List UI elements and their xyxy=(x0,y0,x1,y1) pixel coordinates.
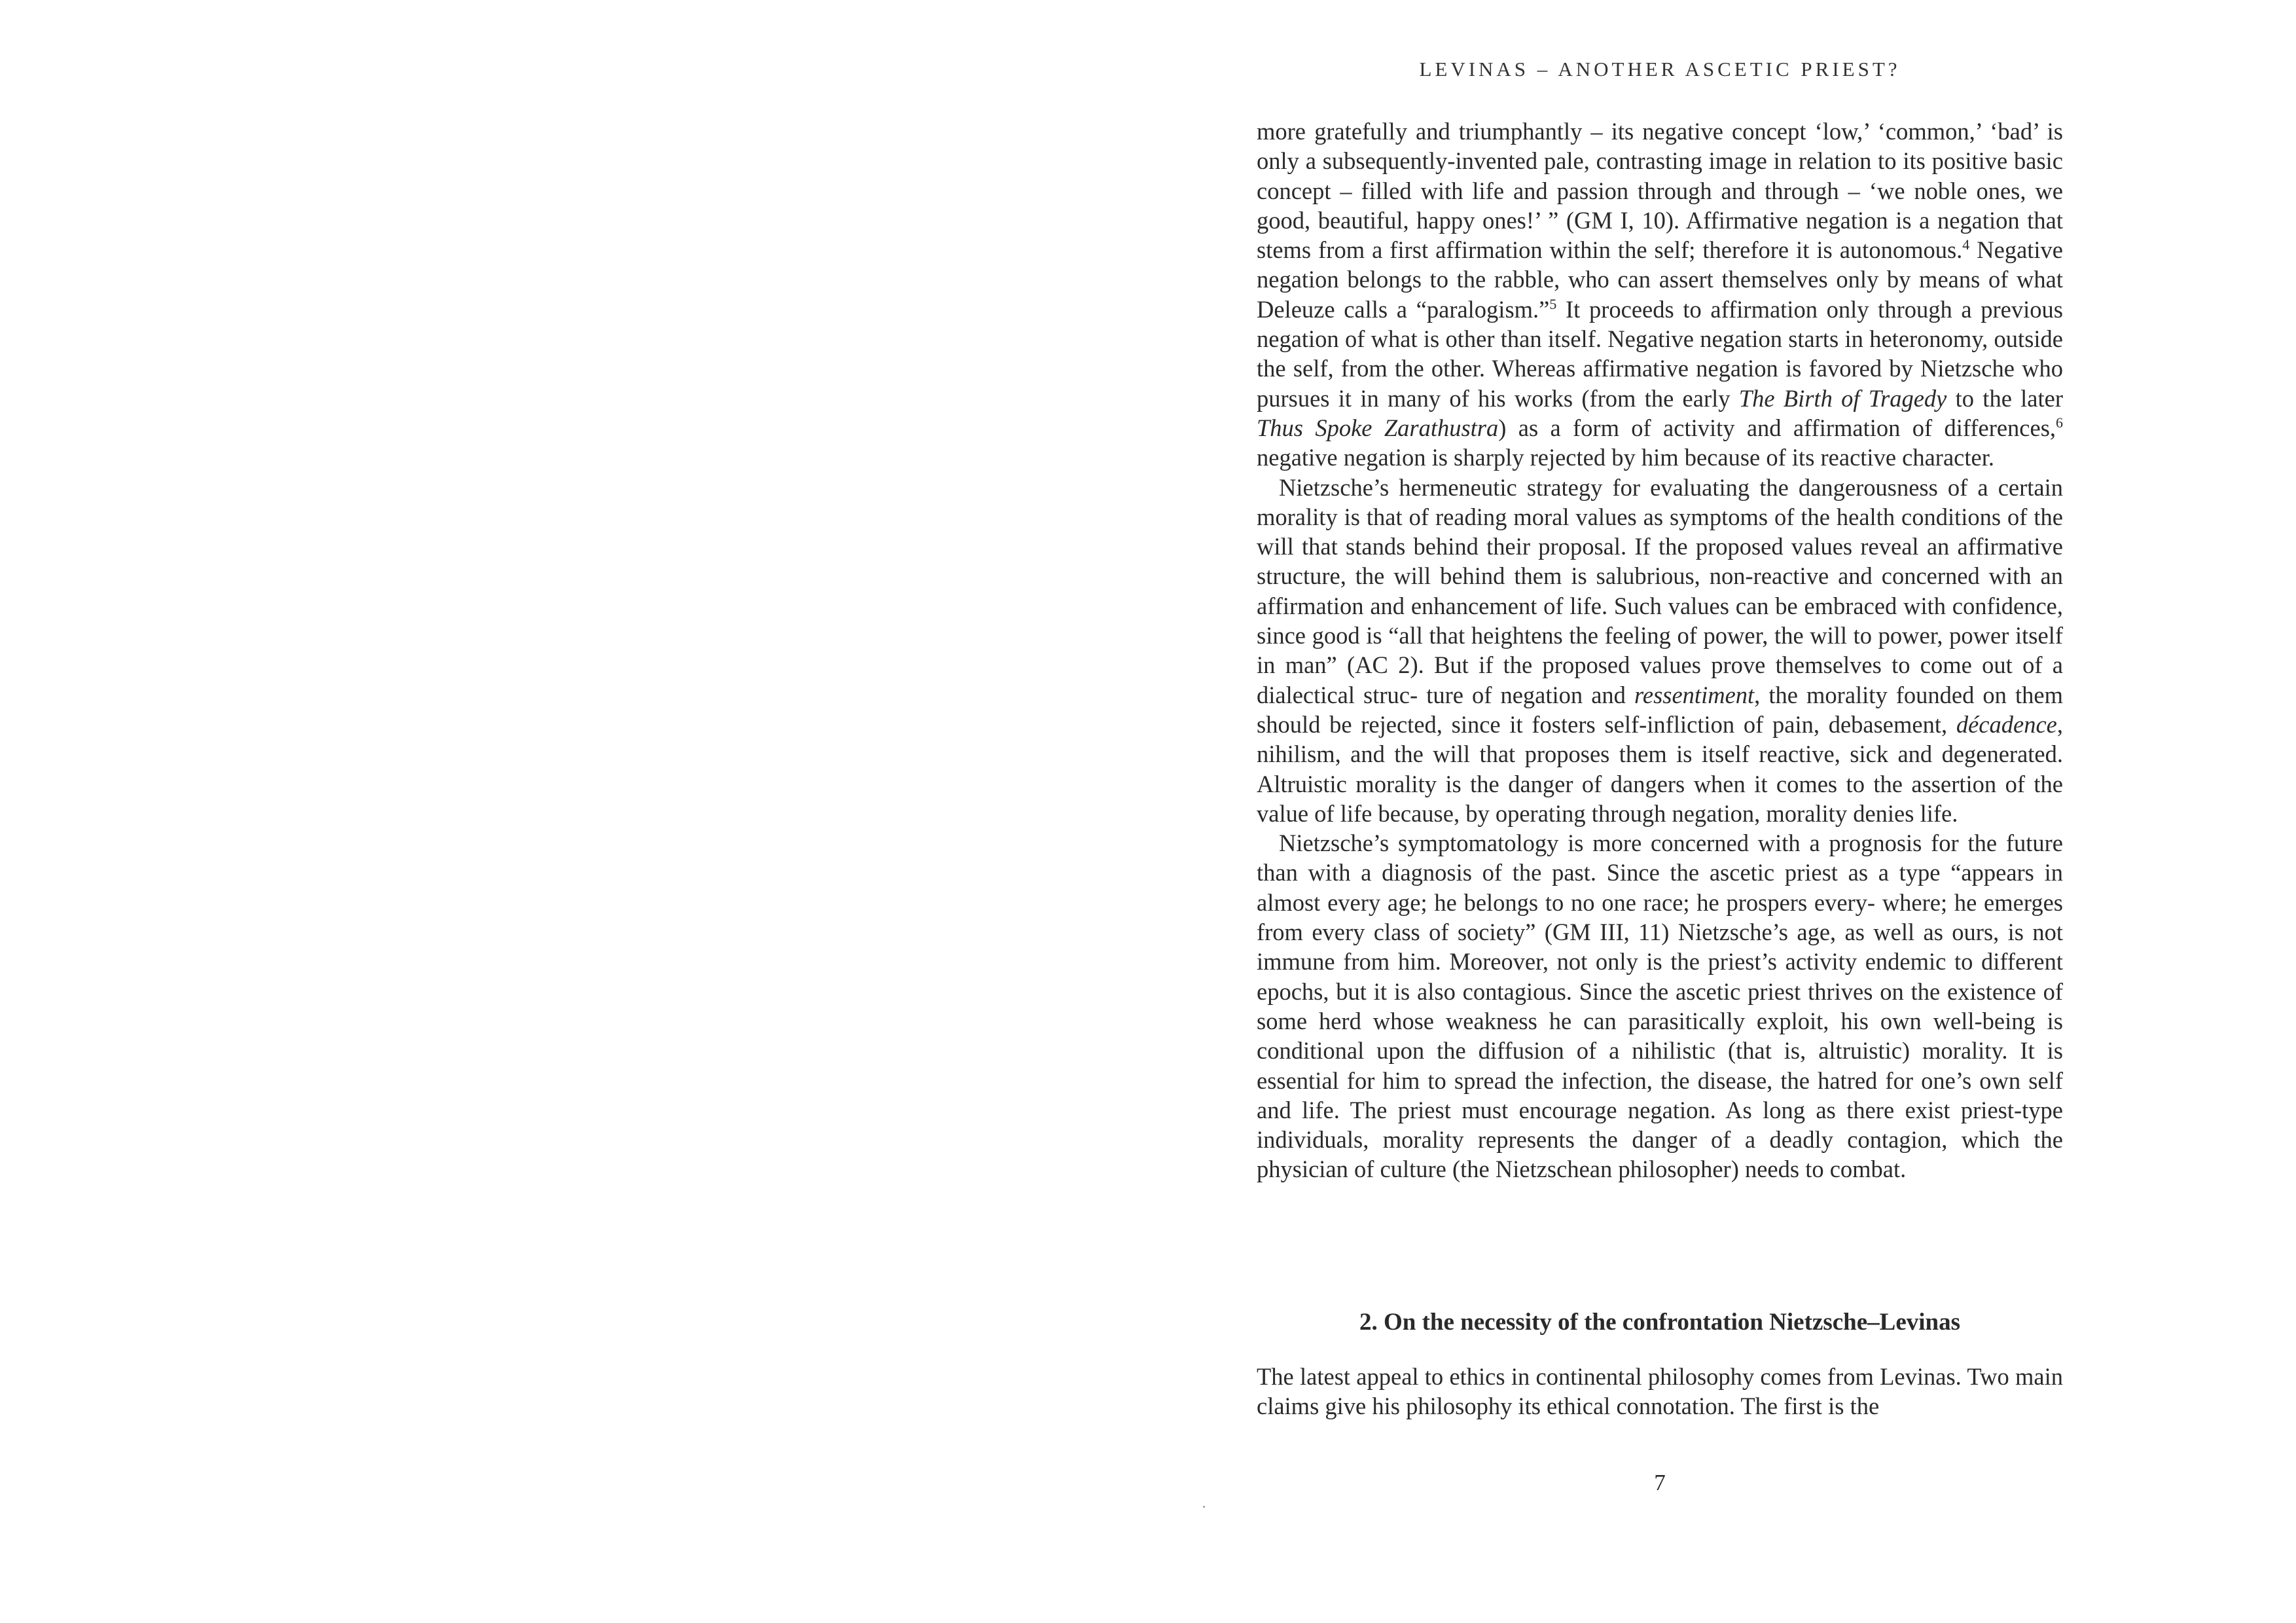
paragraph xyxy=(1257,117,2063,473)
italic-title: ressentiment xyxy=(1634,681,1755,708)
body-text xyxy=(1257,117,2063,1184)
text-run: negative negation is sharply rejected by him because of its reactive character. xyxy=(1257,444,1994,471)
text-run: , nihilism, and the will that proposes them is itself reactive, sick and degenerated. Altruistic morality is the danger of dangers when it comes to the assertion of the value of life because, by operating through negation, morality denies life. xyxy=(1257,710,2063,827)
text-run: to the later xyxy=(1946,384,2063,412)
footnote-marker: 5 xyxy=(1549,295,1557,312)
paragraph xyxy=(1257,473,2063,829)
page-number: 7 xyxy=(1654,1470,1666,1495)
section-text xyxy=(1257,1362,2063,1421)
section-heading: 2. On the necessity of the confrontation Nietzsche–Levinas xyxy=(1359,1309,1961,1336)
footnote-marker: 4 xyxy=(1962,236,1970,253)
section-paragraph: The latest appeal to ethics in continental philosophy comes from Levinas. Two main claims give his philosophy its ethical connotation. The first is the xyxy=(1257,1363,2063,1420)
text-run: , the morality founded on them should be rejected, since it fosters self-infliction of pain, debasement, xyxy=(1257,681,2063,738)
text-run: ) as a form of activity and affirmation of differences, xyxy=(1498,414,2056,441)
text-run: Nietzsche’s hermeneutic strategy for evaluating the dangerousness of a certain morality is that of reading moral values as symptoms of the health conditions of the will that stands behind their proposal. If the proposed values reveal an affirmative structure, the will behind them is salubrious, non-reactive and concerned with an affirmation and enhancement of life. Such values can be embraced with confidence, since good is “all that heightens the feeling of power, the will to power, power itself in man” (AC 2). But if the proposed values prove themselves to come out of a dialectical struc- ture of negation and xyxy=(1257,473,2063,708)
italic-title: Thus Spoke Zarathustra xyxy=(1257,414,1499,441)
italic-title: The Birth of Tragedy xyxy=(1738,384,1947,412)
footnote-marker: 6 xyxy=(2056,414,2063,431)
italic-title: décadence xyxy=(1956,710,2057,738)
scan-speck xyxy=(1203,1506,1205,1508)
text-run: more gratefully and triumphantly – its negative concept ‘low,’ ‘common,’ ‘bad’ is only a subsequently-invented pale, contrasting image in relation to its positive basic concept – filled with life and passion through and through – ‘we noble ones, we good, beautiful, happy ones!’ ” (GM I, 10). Affirmative negation is a negation that stems from a first affirmation within the self; therefore it is autonomous. xyxy=(1257,118,2063,264)
text-run: Nietzsche’s symptomatology is more concerned with a prognosis for the future than with a diagnosis of the past. Since the ascetic priest as a type “appears in almost every age; he belongs to no one race; he prospers every- where; he emerges from every class of society” (GM III, 11) Nietzsche’s age, as well as ours, is not immune from him. Moreover, not only is the priest’s activity endemic to different epochs, but it is also contagious. Since the ascetic priest thrives on the existence of some herd whose weakness he can parasitically exploit, his own well-being is conditional upon the diffusion of a nihilistic (that is, altruistic) morality. It is essential for him to spread the infection, the disease, the hatred for one’s own self and life. The priest must encourage negation. As long as there exist priest-type individuals, morality represents the danger of a deadly contagion, which the physician of culture (the Nietzschean philosopher) needs to combat. xyxy=(1257,830,2063,1183)
book-page xyxy=(1257,0,2063,1623)
text-run: It proceeds to affirmation only through a previous negation of what is other than itself. Negative negation starts in heteronomy, outside the self, from the other. Whereas affirmative negation is favored by Nietzsche who pursues it in many of his works (from the early xyxy=(1257,295,2063,412)
paragraph xyxy=(1257,828,2063,1184)
running-head: LEVINAS – ANOTHER ASCETIC PRIEST? xyxy=(1419,58,1901,81)
text-run: Negative negation belongs to the rabble, who can assert themselves only by means of what Deleuze calls a “paralogism.” xyxy=(1257,236,2063,323)
